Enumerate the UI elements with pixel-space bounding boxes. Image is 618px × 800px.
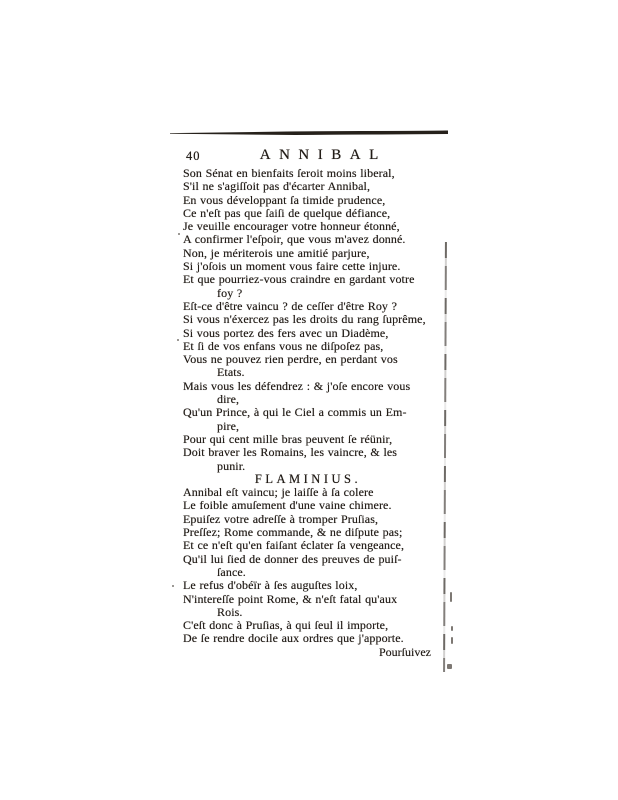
page-number: 40 [186,149,201,163]
verse-line: Si vous portez des fers avec un Diadème, [183,325,389,340]
verse-line: En vous développant ſa timide prudence, [183,192,386,207]
verse-line: Non, je mériterois une amitié parjure, [183,245,370,260]
ink-speck [178,233,180,235]
verse-line: ſance. [217,564,246,579]
verse-line: Preſſez; Rome commande, & ne diſpute pas; [183,525,403,540]
verse-line: Et que pourriez-vous craindre en gardant votre [183,272,415,287]
verse-line: De ſe rendre docile aux ordres que j'apporte. [183,631,404,646]
verse-line: Si j'oſois un moment vous faire cette injure. [183,259,401,274]
verse-line: Eſt-ce d'être vaincu ? de ceſſer d'être Roy ? [183,298,398,313]
ink-speck [172,585,174,587]
verse-line: Etats. [217,365,245,380]
verse-line: Je veuille encourager votre honneur étonné, [183,219,400,234]
ink-speck [450,592,452,602]
verse-line: C'eſt donc à Pruſias, à qui ſeul il importe, [183,618,389,633]
verse-body [183,167,455,659]
verse-line: Le foible amuſement d'une vaine chimere. [183,498,392,513]
verse-line: punir. [217,458,246,473]
verse-line: Son Sénat en bienfaits ſeroit moins liberal, [183,166,395,180]
catchword: Pourſuivez [379,644,431,659]
verse-line: foy ? [217,285,243,300]
page-header [183,147,455,165]
verse-line: Pour qui cent mille bras peuvent ſe réünir, [183,431,393,446]
verse-line: Le refus d'obéïr à ſes auguſtes loix, [183,578,358,593]
verse-line: Doit braver les Romains, les vaincre, & les [183,445,398,460]
verse-line: Epuiſez votre adreſſe à tromper Pruſias, [183,511,379,526]
verse-line: Qu'un Prince, à qui le Ciel a commis un Em- [183,405,407,420]
verse-line: dire, [217,392,240,407]
ink-speck [451,637,453,644]
headline-rule [170,131,448,136]
ink-speck [451,626,453,631]
ink-speck [447,664,452,669]
verse-line: Annibal eſt vaincu; je laiſſe à ſa colere [183,485,374,500]
verse-line: Et ſi de vos enfans vous ne diſpoſez pas, [183,338,384,353]
verse-line: Qu'il lui ſied de donner des preuves de puiſ- [183,551,402,566]
verse-line: pire, [217,418,240,433]
verse-line: Et ce n'eſt qu'en faiſant éclater ſa vengeance, [183,538,405,553]
speaker-heading: FLAMINIUS. [254,471,362,486]
verse-line: S'il ne s'agiſſoit pas d'écarter Annibal, [183,179,371,194]
verse-line: Vous ne pouvez rien perdre, en perdant vos [183,352,398,367]
verse-line: A confirmer l'eſpoir, que vous m'avez donné. [183,232,406,247]
verse-line: Si vous n'éxercez pas les droits du rang ſuprême, [183,312,426,327]
verse-line: Ce n'eſt pas que ſaiſi de quelque défiance, [183,205,391,220]
verse-line: Rois. [217,604,243,619]
ink-speck [177,339,179,341]
verse-line: Mais vous les défendrez : & j'oſe encore vous [183,378,411,393]
verse-line: N'intereſſe point Rome, & n'eſt fatal qu'aux [183,591,398,606]
running-title: ANNIBAL [259,147,387,163]
